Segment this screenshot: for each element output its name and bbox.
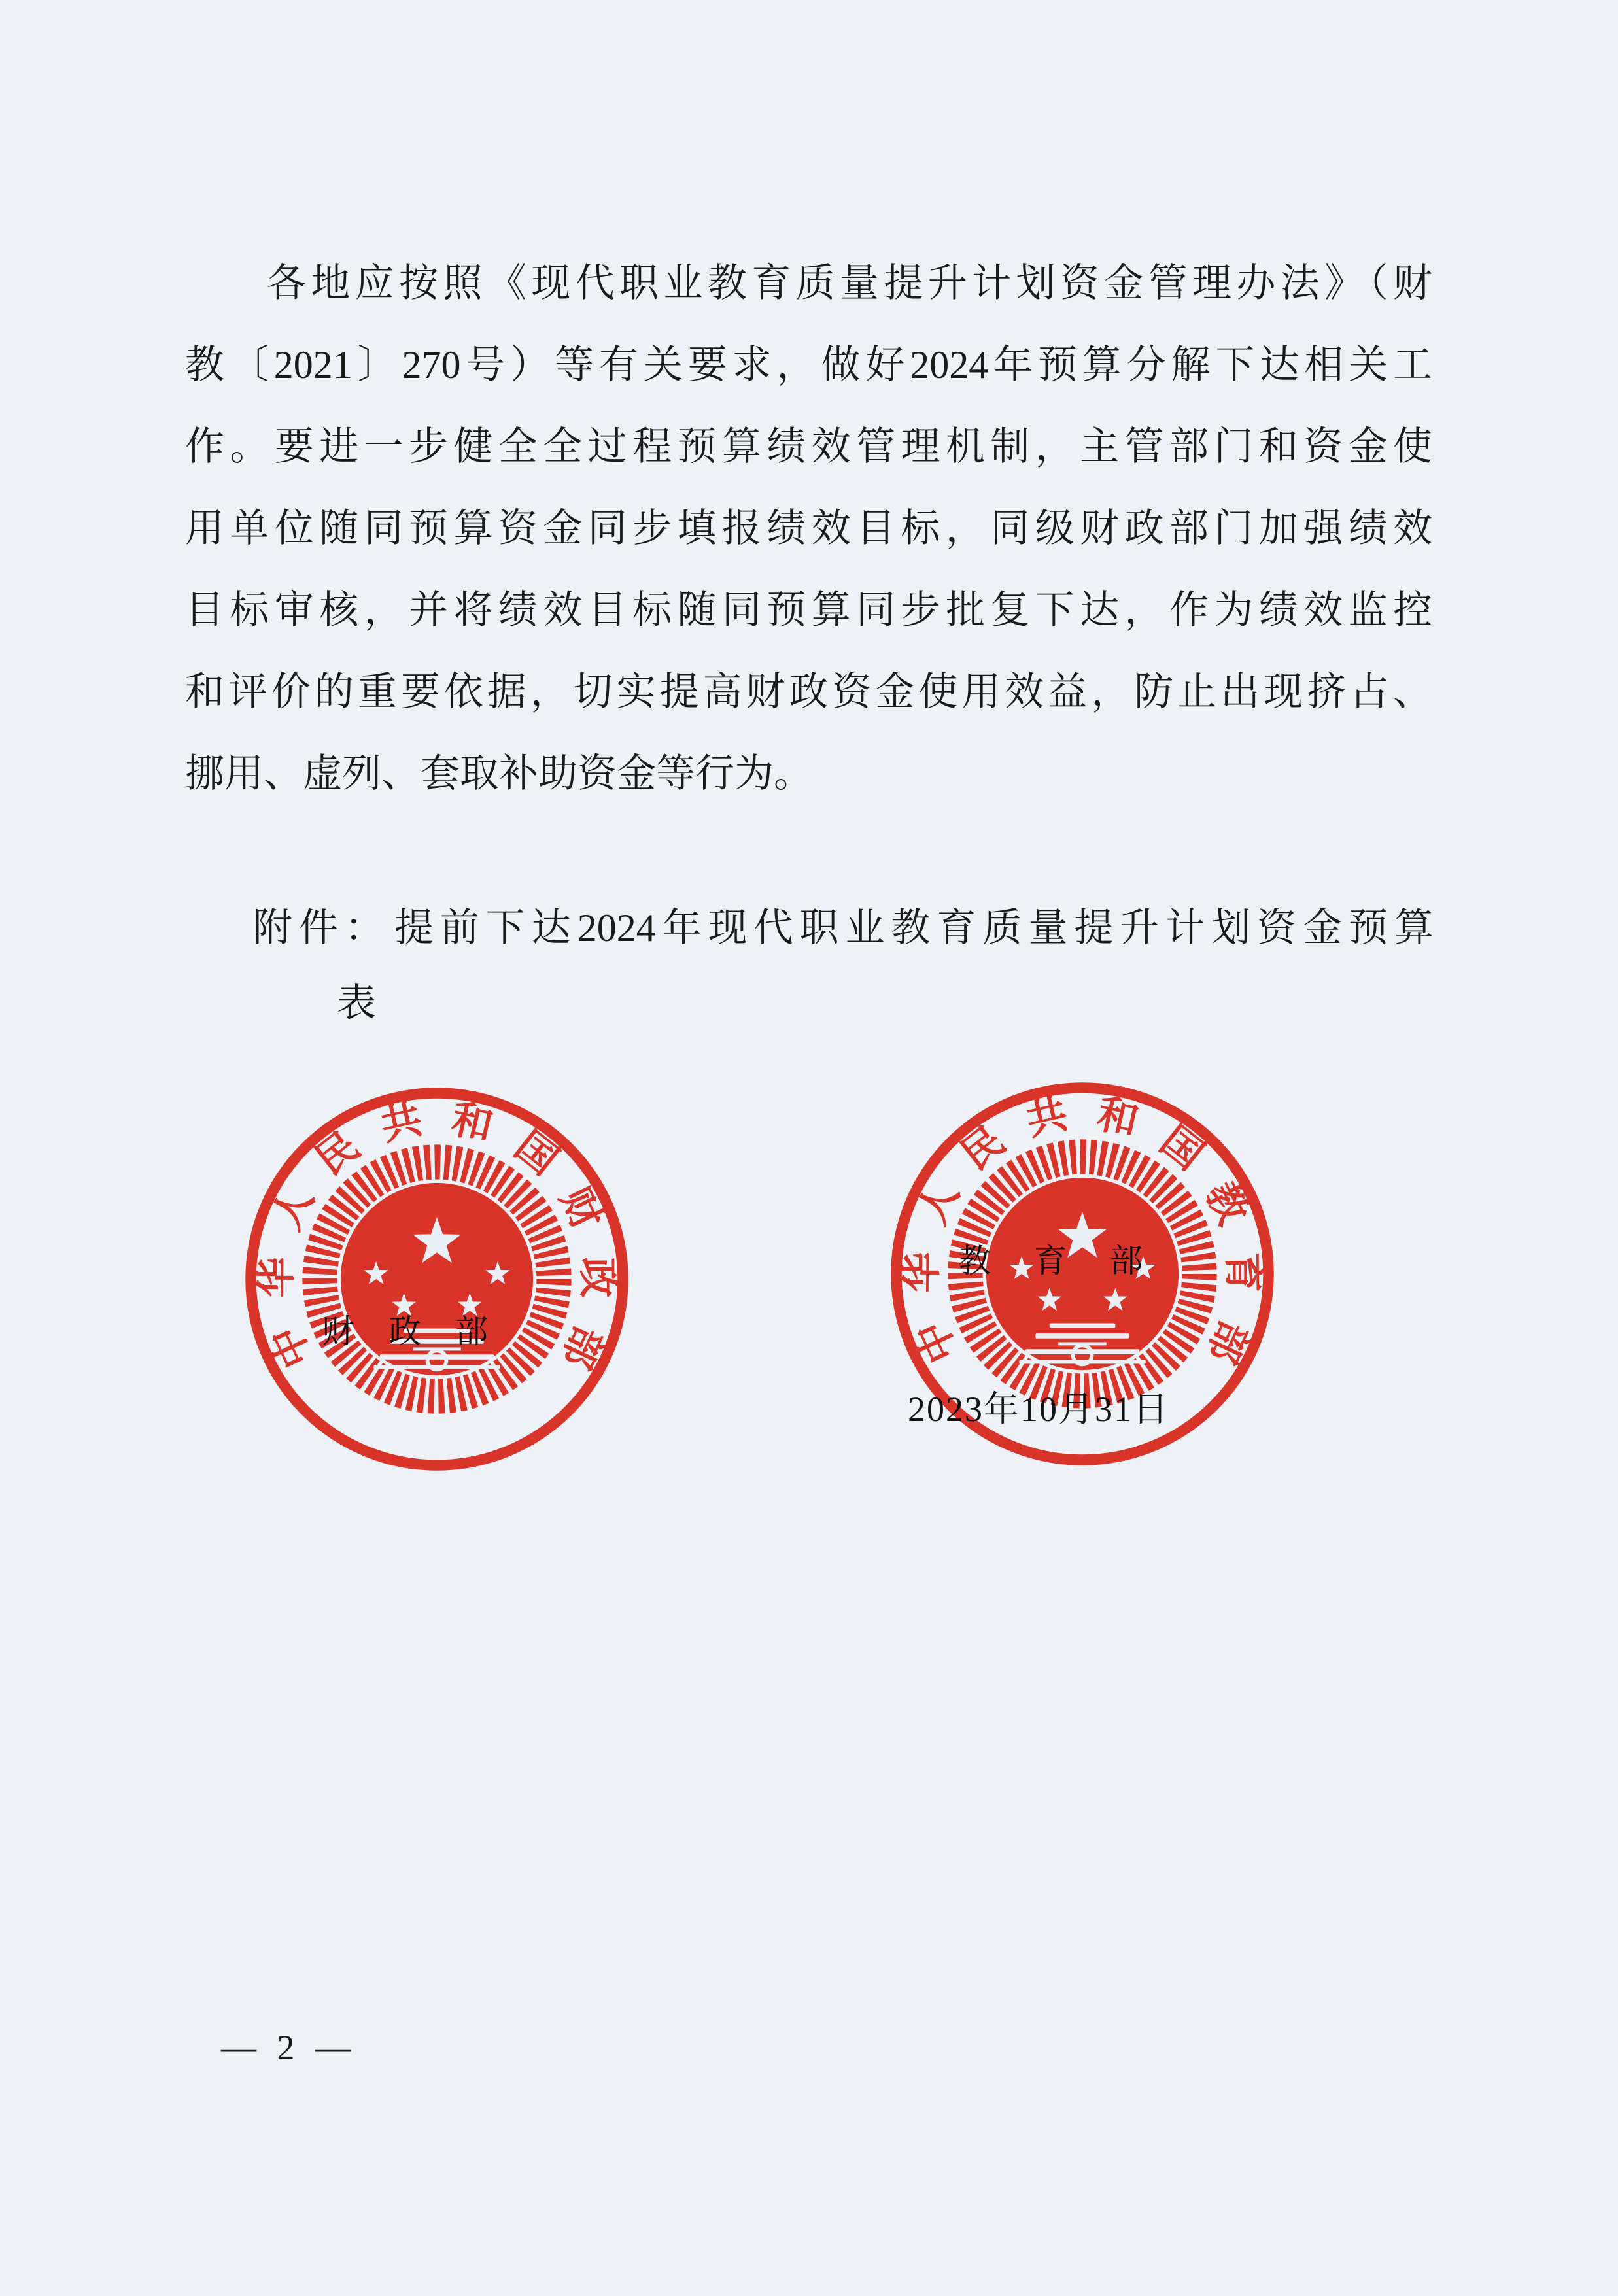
issue-date: 2023年10月31日 [908,1390,1169,1429]
svg-text:华: 华 [254,1257,300,1298]
svg-text:国: 国 [1152,1118,1212,1179]
paragraph-line: 目标审核，并将绩效目标随同预算同步批复下达，作为绩效监控 [185,589,1432,632]
paragraph-line: 挪用、虚列、套取补助资金等行为。 [185,752,813,795]
svg-text:财: 财 [551,1180,610,1237]
education-ministry-name-overlay: 教育部 [958,1242,1186,1279]
svg-text:民: 民 [953,1118,1013,1179]
svg-text:共: 共 [1022,1091,1072,1144]
svg-text:部: 部 [553,1318,611,1375]
svg-text:政: 政 [574,1257,619,1298]
attachment-row [253,887,1434,969]
svg-text:国: 国 [506,1123,566,1184]
svg-text:教: 教 [1197,1175,1255,1232]
paragraph-line: 作。要进一步健全全过程预算绩效管理机制，主管部门和资金使 [185,425,1432,468]
attachment-title-line2: 表 [337,982,376,1025]
paragraph-line: 教〔2021〕270号）等有关要求，做好2024年预算分解下达相关工 [185,343,1432,386]
national-emblem-icon [320,1162,554,1396]
svg-text:人: 人 [910,1175,968,1232]
body-paragraph [185,243,1432,815]
ministry-of-finance-seal [241,1083,633,1475]
svg-text:共: 共 [377,1097,426,1150]
svg-text:和: 和 [1093,1091,1143,1144]
svg-text:民: 民 [307,1123,368,1184]
svg-text:中: 中 [263,1318,321,1375]
page-number: — 2 — [221,2028,356,2067]
svg-text:育: 育 [1220,1252,1265,1293]
attachment-title-line1: 提前下达2024年现代职业教育质量提升计划资金预算 [394,906,1434,950]
svg-text:部: 部 [1198,1313,1256,1369]
paragraph-line: 和评价的重要依据，切实提高财政资金使用效益，防止出现挤占、 [185,670,1432,713]
finance-ministry-name-overlay: 财政部 [322,1313,522,1350]
svg-text:和: 和 [447,1097,497,1150]
svg-text:中: 中 [908,1313,967,1369]
svg-text:人: 人 [264,1180,322,1237]
paragraph-line: 用单位随同预算资金同步填报绩效目标，同级财政部门加强绩效 [185,507,1432,550]
svg-text:华: 华 [900,1252,945,1293]
paragraph-line: 各地应按照《现代职业教育质量提升计划资金管理办法》（财 [267,262,1432,305]
finance-seal-graphic [241,1083,633,1475]
attachment-label: 附件： [253,906,390,950]
